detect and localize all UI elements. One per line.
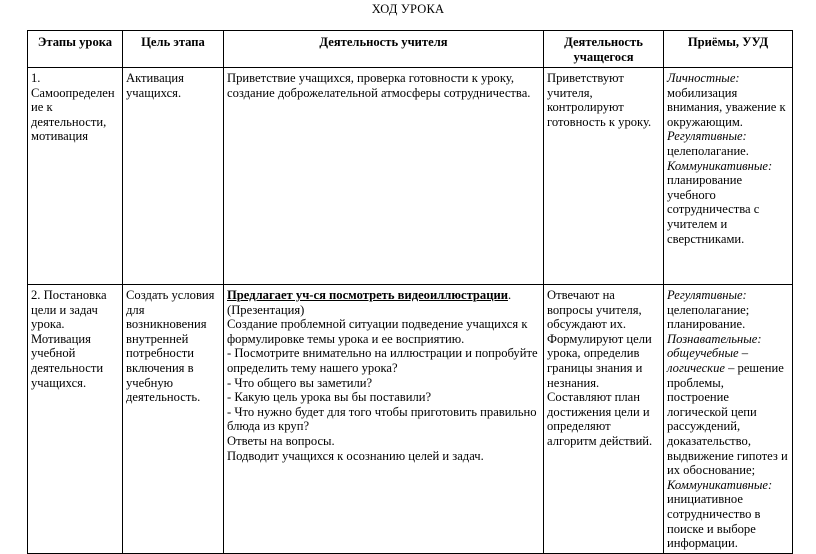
regulatory-label: Регулятивные: [667, 288, 747, 302]
methods-cell [664, 285, 793, 554]
teacher-activity-cell [224, 285, 544, 554]
student-activity-cell: Приветствуют учителя, контролируют готовность к уроку. [544, 68, 664, 285]
stage-cell: 1. Самоопределение к деятельности, мотивация [28, 68, 123, 285]
communicative-label: Коммуникативные: [667, 477, 773, 492]
stage-cell: 2. Постановка цели и задач урока. Мотивация учебной деятельности учащихся. [28, 285, 123, 554]
methods-cell [664, 68, 793, 285]
cognitive-text: – решение проблемы, построение логической цепи рассуждений, доказательство, выдвижение гипотез и их обоснование; [667, 360, 788, 478]
header-methods: Приёмы, УУД [664, 31, 793, 68]
personal-label: Личностные: [667, 71, 740, 85]
teacher-activity-cell: Приветствие учащихся, проверка готовности к уроку, создание доброжелательной атмосферы сотрудничества. [224, 68, 544, 285]
teacher-line: - Что общего вы заметили? [227, 375, 373, 390]
header-stage: Этапы урока [28, 31, 123, 68]
goal-cell: Создать условия для возникновения внутренней потребности включения в учебную деятельность. [123, 285, 224, 554]
table-row [28, 285, 793, 554]
teacher-highlight: Предлагает уч-ся посмотреть видеоиллюстрации [227, 288, 508, 302]
teacher-line: Подводит учащихся к осознанию целей и задач. [227, 448, 484, 463]
teacher-line: Ответы на вопросы. [227, 433, 335, 448]
regulatory-text: целеполагание. [667, 143, 749, 158]
cognitive-label: Познавательные: [667, 331, 762, 346]
header-student: Деятельность учащегося [544, 31, 664, 68]
teacher-line: - Что нужно будет для того чтобы приготовить правильно блюда из круп? [227, 404, 537, 434]
page-title: ХОД УРОКА [371, 2, 445, 16]
teacher-line: - Какую цель урока вы бы поставили? [227, 390, 432, 405]
teacher-line: Создание проблемной ситуации подведение учащихся к формулировке темы урока и ее восприятию. [227, 317, 528, 346]
table-row [28, 68, 793, 285]
regulatory-label: Регулятивные: [667, 129, 747, 144]
teacher-intro [227, 288, 540, 317]
communicative-text: инициативное сотрудничество в поиске и выборе информации. [667, 492, 761, 551]
header-teacher: Деятельность учителя [224, 31, 544, 68]
regulatory-text: целеполагание; планирование. [667, 302, 750, 332]
communicative-text: планирование учебного сотрудничества с учителем и сверстниками. [667, 173, 760, 246]
communicative-label: Коммуникативные: [667, 158, 773, 173]
student-activity-cell: Отвечают на вопросы учителя, обсуждают их. Формулируют цели урока, определив границы знания и незнания. Составляют план достижения цели и определяют алгоритм действий. [544, 285, 664, 554]
lesson-plan-table [27, 30, 793, 554]
cognitive-sub-label: общеучебные – логические [667, 346, 749, 375]
header-goal: Цель этапа [123, 31, 224, 68]
teacher-line: - Посмотрите внимательно на иллюстрации и попробуйте определить тему нашего урока? [227, 346, 538, 375]
teacher-after-highlight: . (Презентация) [227, 288, 512, 317]
table-header-row [28, 31, 793, 68]
goal-cell: Активация учащихся. [123, 68, 224, 285]
personal-text: мобилизация внимания, уважение к окружающим. [667, 85, 786, 129]
